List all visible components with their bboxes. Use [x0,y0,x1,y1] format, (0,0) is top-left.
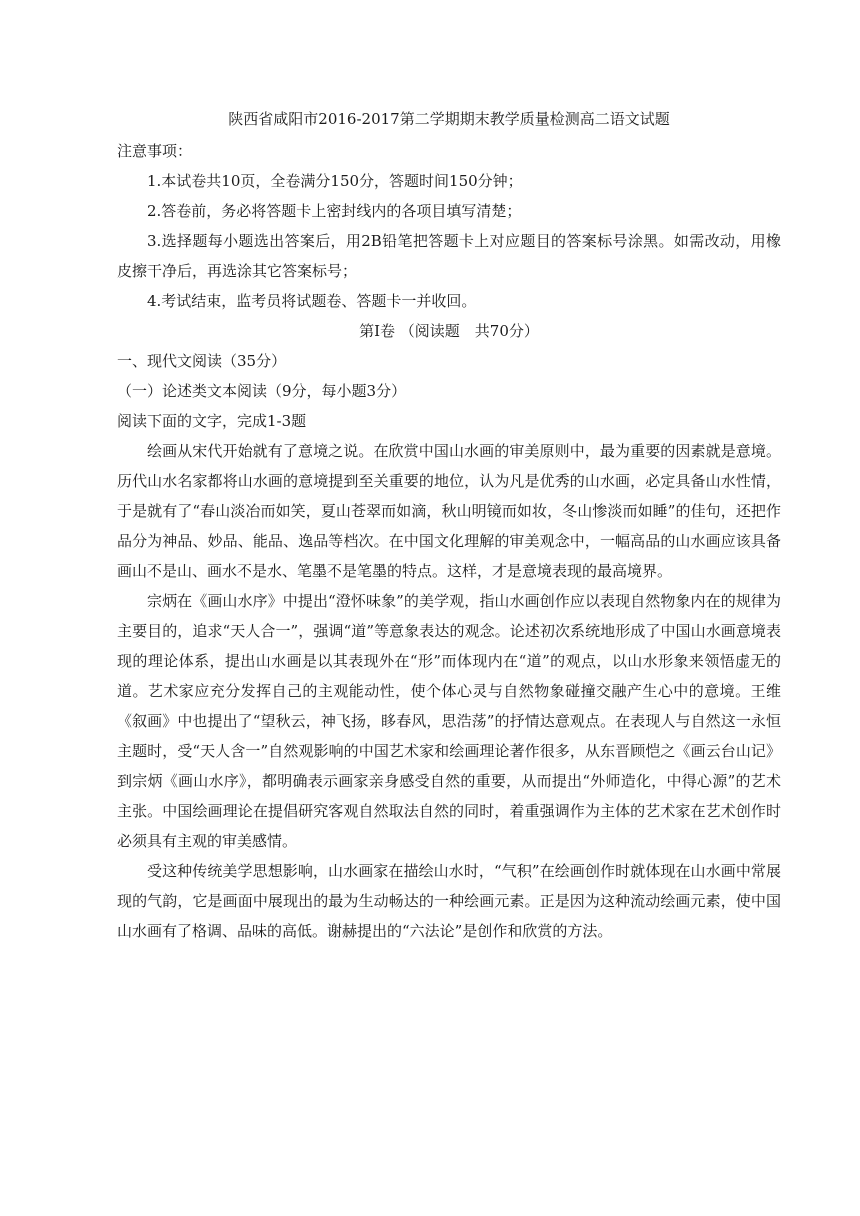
notice-item-2: 2.答卷前，务必将答题卡上密封线内的各项目填写清楚； [147,202,522,220]
paragraph-1: 绘画从宋代开始就有了意境之说。在欣赏中国山水画的审美原则中，最为重要的因素就是意境。历代山水名家都将山水画的意境提到至关重要的地位，认为凡是优秀的山水画，必定具备山水性情，于是就有了“春山淡冶而如笑，夏山苍翠而如滴，秋山明镜而如妆，冬山惨淡而如睡”的佳句，还把作品分为神品、妙品、能品、逸品等档次。在中国文化理解的审美观念中，一幅高品的山水画应该具备画山不是山、画水不是水、笔墨不是笔墨的特点。这样，才是意境表现的最高境界。 [117,442,781,580]
reading-instruction: 阅读下面的文字，完成1-3题 [117,412,307,430]
paragraph-3: 受这种传统美学思想影响，山水画家在描绘山水时，“气积”在绘画创作时就体现在山水画中常展现的气韵，它是画面中展现出的最为生动畅达的一种绘画元素。正是因为这种流动绘画元素，使中国山水画有了格调、品味的高低。谢赫提出的“六法论”是创作和欣赏的方法。 [117,862,781,940]
document-title: 陕西省咸阳市2016-2017第二学期期末教学质量检测高二语文试题 [228,110,670,128]
paragraph-2: 宗炳在《画山水序》中提出“澄怀味象”的美学观，指山水画创作应以表现自然物象内在的规律为主要目的，追求“天人合一”，强调“道”等意象表达的观念。论述初次系统地形成了中国山水画意境表现的理论体系，提出山水画是以其表现外在“形”而体现内在“道”的观点，以山水形象来领悟虚无的道。艺术家应充分发挥自己的主观能动性，使个体心灵与自然物象碰撞交融产生心中的意境。王维《叙画》中也提出了“望秋云，神飞扬，眵春风，思浩荡”的抒情达意观点。在表现人与自然这一永恒主题时，受“天人含一”自然观影响的中国艺术家和绘画理论著作很多，从东晋顾恺之《画云台山记》到宗炳《画山水序》，都明确表示画家亲身感受自然的重要，从而提出“外师造化，中得心源”的艺术主张。中国绘画理论在提倡研究客观自然取法自然的同时，着重强调作为主体的艺术家在艺术创作时必须具有主观的审美感情。 [117,592,781,850]
section-heading: 一、现代文阅读（35分） [117,352,287,370]
notice-item-4: 4.考试结束，监考员将试题卷、答题卡一并收回。 [147,292,477,310]
notice-item-3: 3.选择题每小题选出答案后，用2B铅笔把答题卡上对应题目的答案标号涂黑。如需改动，用橡皮擦干净后，再选涂其它答案标号； [117,232,781,280]
notice-heading: 注意事项： [117,142,193,160]
notice-item-1: 1.本试卷共10页，全卷满分150分，答题时间150分钟； [147,172,523,190]
subsection-heading: （一）论述类文本阅读（9分，每小题3分） [117,382,407,400]
part-heading: 第Ⅰ卷 （阅读题 共70分） [359,322,539,340]
exam-page [117,104,781,946]
